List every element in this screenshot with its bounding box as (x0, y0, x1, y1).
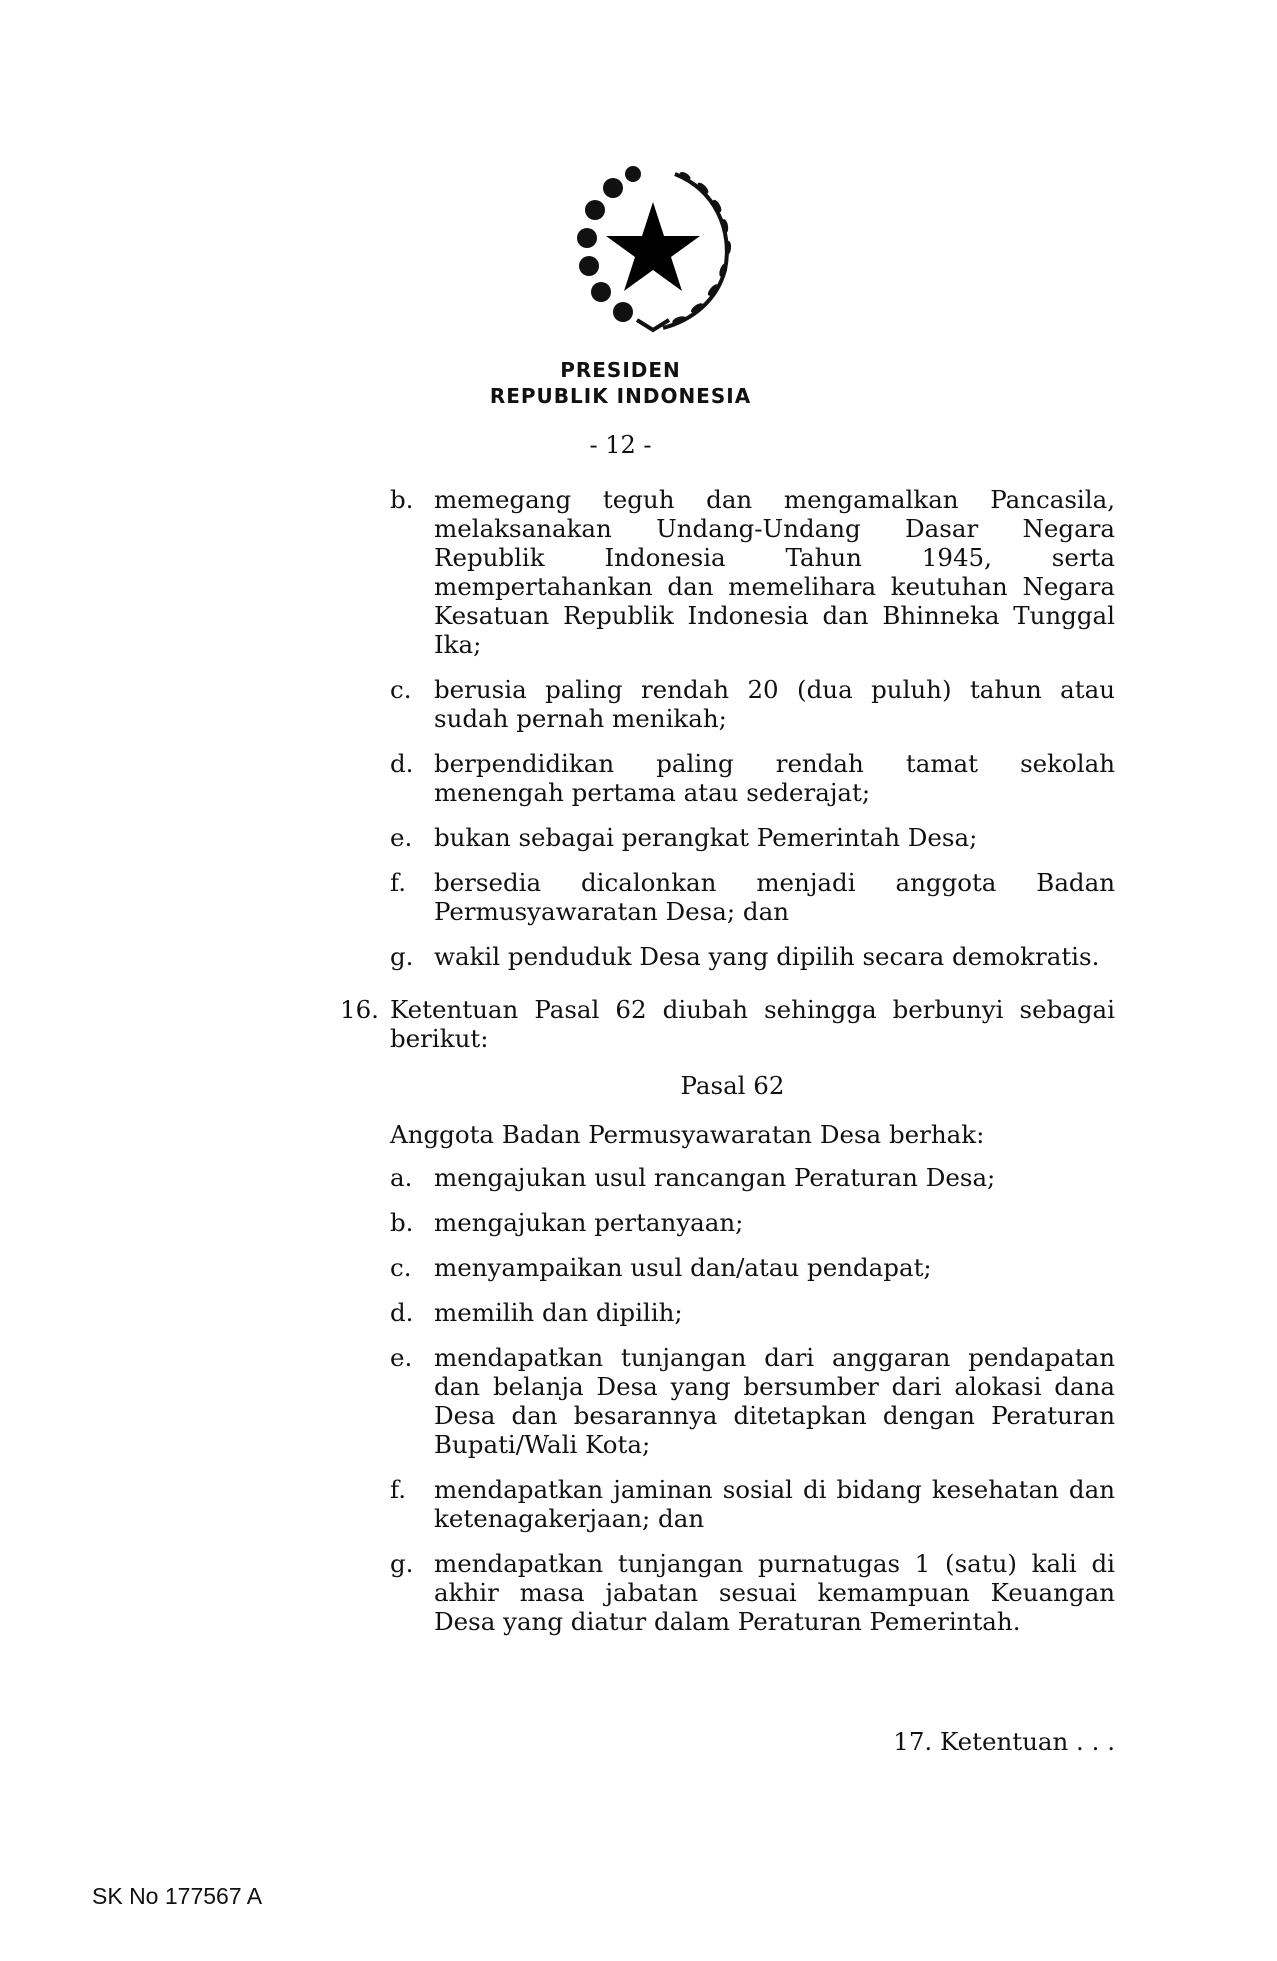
list-item: d. memilih dan dipilih; (390, 1298, 683, 1327)
list-item: e. bukan sebagai perangkat Pemerintah Desa; (390, 823, 978, 852)
list-item: f. mendapatkan jaminan sosial di bidang kesehatan dan ketenagakerjaan; dan (390, 1475, 1115, 1533)
document-body (340, 485, 1115, 1652)
list-item: a. mengajukan usul rancangan Peraturan Desa; (390, 1163, 996, 1192)
list-item: b. mengajukan pertanyaan; (390, 1208, 744, 1237)
list-item: g. wakil penduduk Desa yang dipilih secara demokratis. (390, 942, 1100, 971)
garuda-star-emblem-icon (565, 160, 740, 340)
list-item: f. bersedia dicalonkan menjadi anggota Badan Permusyawaratan Desa; dan (390, 868, 1115, 926)
list-item: b. memegang teguh dan mengamalkan Pancasila, melaksanakan Undang-Undang Dasar Negara Republik Indonesia Tahun 1945, serta mempertahankan dan memelihara keutuhan Negara Kesatuan Republik Indonesia dan Bhinneka Tunggal Ika; (390, 485, 1115, 659)
list-item: d. berpendidikan paling rendah tamat sekolah menengah pertama atau sederajat; (390, 749, 1115, 807)
list-item: c. berusia paling rendah 20 (dua puluh) tahun atau sudah pernah menikah; (390, 675, 1115, 733)
header-title-republik: REPUBLIK INDONESIA (489, 384, 752, 408)
list-item: c. menyampaikan usul dan/atau pendapat; (390, 1253, 932, 1282)
continuation-text: 17. Ketentuan . . . (893, 1727, 1115, 1756)
list-item: e. mendapatkan tunjangan dari anggaran pendapatan dan belanja Desa yang bersumber dari alokasi dana Desa dan besarannya ditetapkan dengan Peraturan Bupati/Wali Kota; (390, 1343, 1115, 1459)
list-item: g. mendapatkan tunjangan purnatugas 1 (satu) kali di akhir masa jabatan sesuai kemampuan Keuangan Desa yang diatur dalam Peraturan Pemerintah. (390, 1549, 1115, 1636)
page-number: - 12 - (589, 431, 652, 459)
pasal-intro: Anggota Badan Permusyawaratan Desa berhak: (390, 1120, 985, 1149)
header-title-presiden: PRESIDEN (560, 358, 681, 382)
amendment-text: Ketentuan Pasal 62 diubah sehingga berbunyi sebagai berikut: (390, 995, 1115, 1053)
document-code: SK No 177567 A (92, 1883, 263, 1909)
amendment-point-16: 16. Ketentuan Pasal 62 diubah sehingga berbunyi sebagai berikut: (340, 995, 1115, 1053)
pasal-heading: Pasal 62 (680, 1071, 785, 1100)
